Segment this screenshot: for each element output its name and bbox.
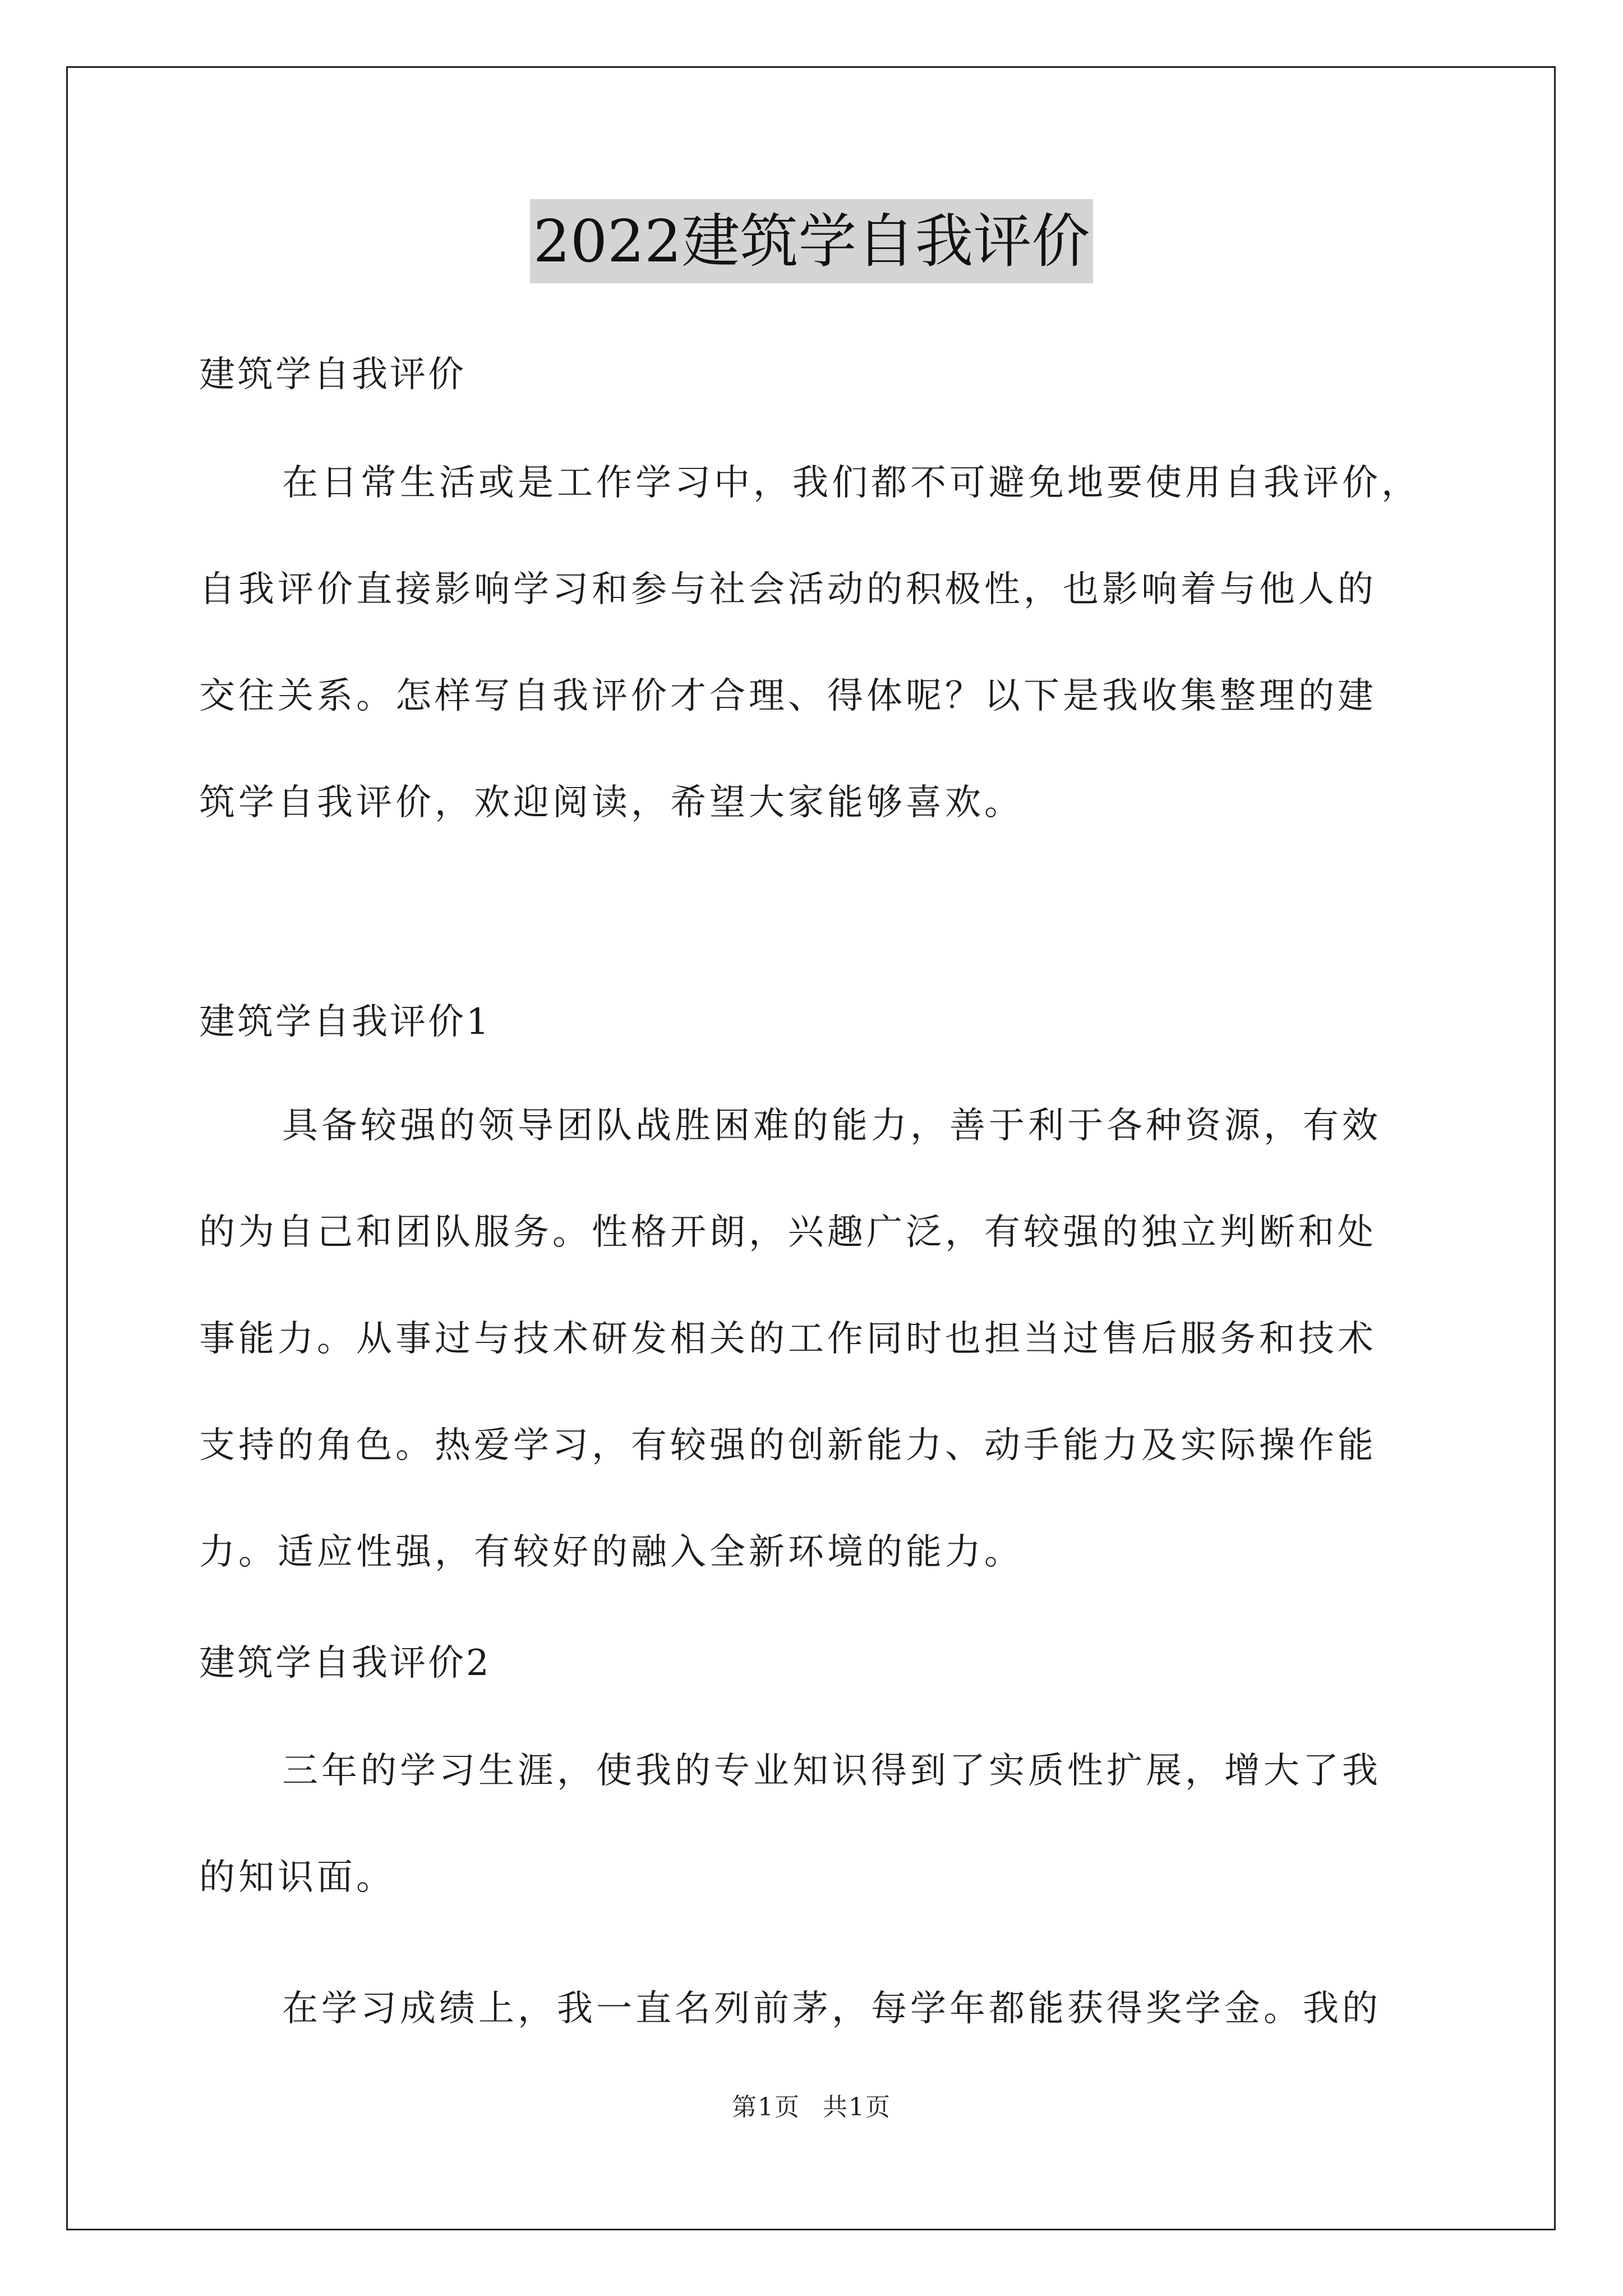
page-footer [0, 2087, 1623, 2123]
section1-line: 事能力。从事过与技术研发相关的工作同时也担当过售后服务和技术 [199, 1318, 1377, 1360]
title-wrap [0, 199, 1623, 283]
section2-paragraph [199, 1718, 1427, 1931]
intro-paragraph [199, 430, 1427, 856]
section1-line: 的为自己和团队服务。性格开朗，兴趣广泛，有较强的独立判断和处 [199, 1212, 1377, 1253]
section1-heading [199, 969, 1427, 1075]
intro-line: 自我评价直接影响学习和参与社会活动的积极性，也影响着与他人的 [199, 569, 1377, 610]
section2-line: 的知识面。 [199, 1857, 395, 1898]
intro-line: 在日常生活或是工作学习中，我们都不可避免地要使用自我评价， [282, 462, 1421, 504]
document-title: 2022建筑学自我评价 [530, 199, 1094, 283]
section2-para2-line: 在学习成绩上，我一直名列前茅，每学年都能获得奖学金。我的 [282, 1988, 1381, 2030]
section1-line: 具备较强的领导团队战胜困难的能力，善于利于各种资源，有效 [282, 1105, 1381, 1147]
section1-line: 力。适应性强，有较好的融入全新环境的能力。 [199, 1531, 1023, 1573]
intro-heading-text: 建筑学自我评价 [199, 354, 466, 395]
section2-heading [199, 1610, 1427, 1717]
page-total: 共1页 [823, 2093, 891, 2122]
intro-heading [199, 321, 1427, 428]
section2-paragraph-2 [199, 1955, 1427, 2062]
section2-heading-text: 建筑学自我评价2 [199, 1642, 491, 1684]
section1-line: 支持的角色。热爱学习，有较强的创新能力、动手能力及实际操作能 [199, 1425, 1377, 1466]
intro-line: 交往关系。怎样写自我评价才合理、得体呢？以下是我收集整理的建 [199, 675, 1377, 717]
section1-heading-text: 建筑学自我评价1 [199, 1001, 491, 1043]
section1-paragraph [199, 1073, 1427, 1605]
section2-line: 三年的学习生涯，使我的专业知识得到了实质性扩展，增大了我 [282, 1750, 1381, 1792]
intro-line: 筑学自我评价，欢迎阅读，希望大家能够喜欢。 [199, 782, 1023, 823]
page-number: 第1页 [732, 2093, 800, 2122]
